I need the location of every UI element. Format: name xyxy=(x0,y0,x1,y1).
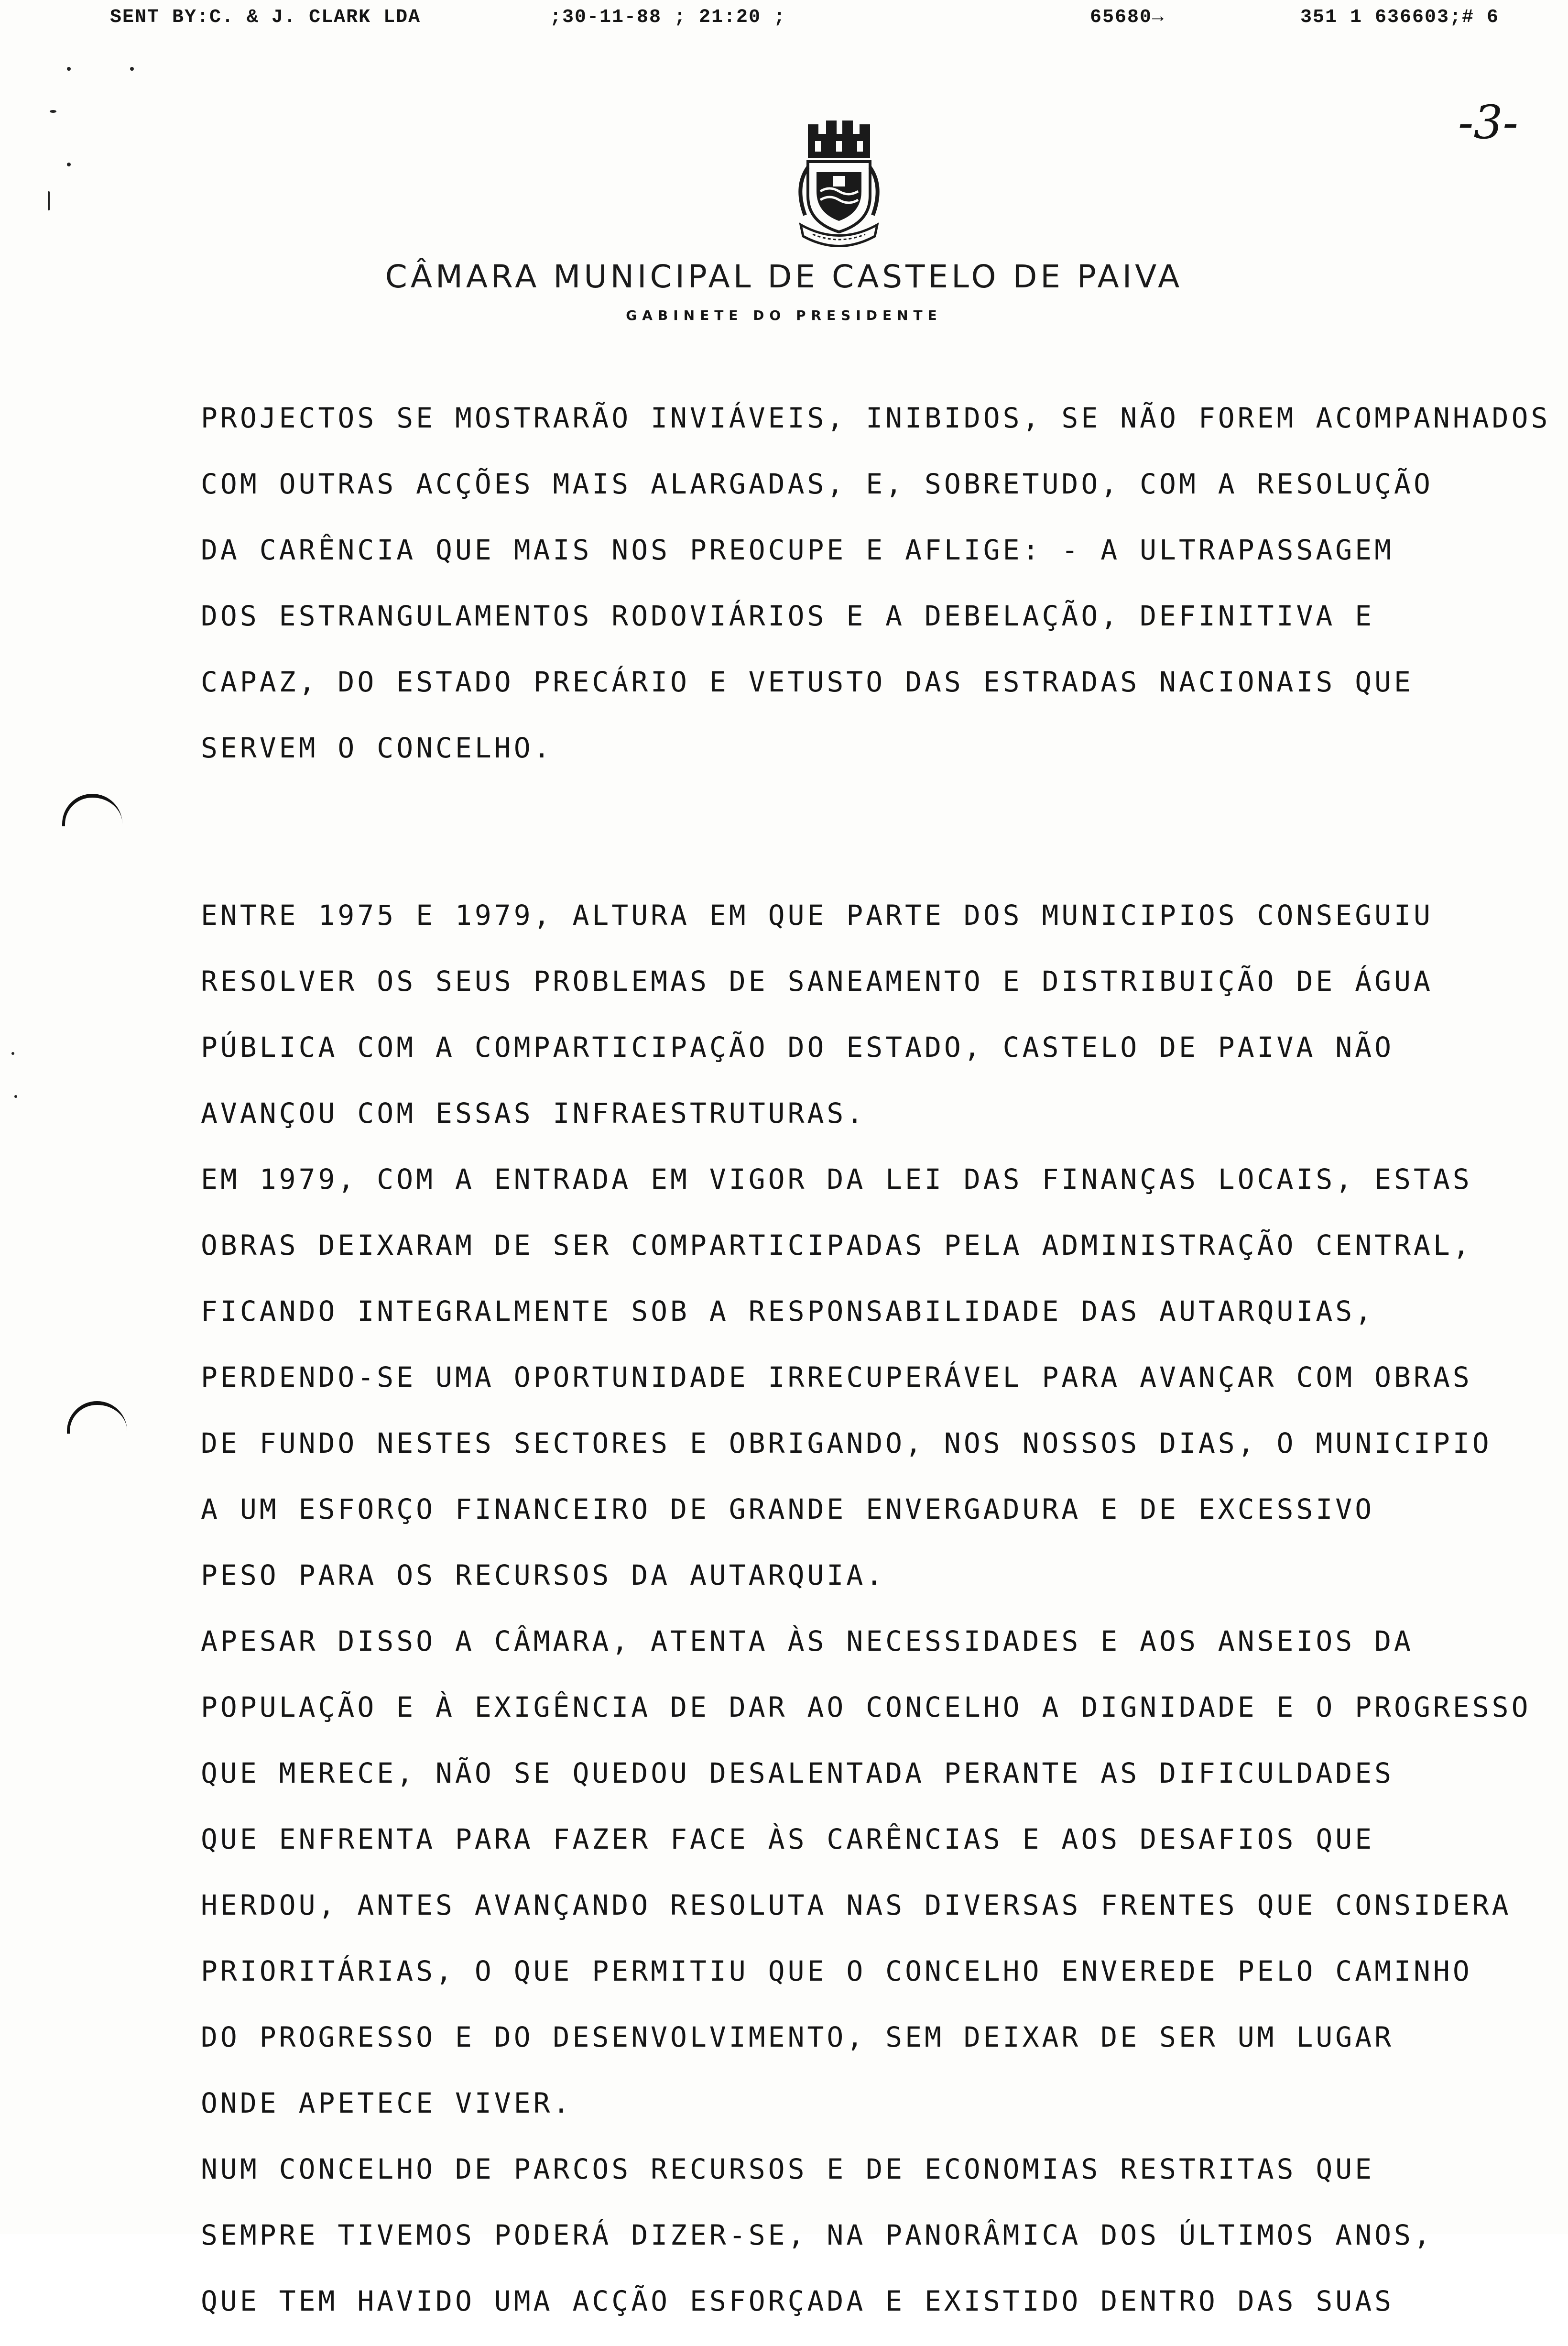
text-line: NUM CONCELHO DE PARCOS RECURSOS E DE ECONOMIAS RESTRITAS QUE xyxy=(201,2153,1375,2185)
institution-name: CÂMARA MUNICIPAL DE CASTELO DE PAIVA xyxy=(385,258,1183,295)
text-line: A UM ESFORÇO FINANCEIRO DE GRANDE ENVERGADURA E DE EXCESSIVO xyxy=(201,1493,1375,1525)
text-line: DOS ESTRANGULAMENTOS RODOVIÁRIOS E A DEBELAÇÃO, DEFINITIVA E xyxy=(201,600,1375,632)
text-line: APESAR DISSO A CÂMARA, ATENTA ÀS NECESSIDADES E AOS ANSEIOS DA xyxy=(201,1625,1414,1657)
text-line: EM 1979, COM A ENTRADA EM VIGOR DA LEI DAS FINANÇAS LOCAIS, ESTAS xyxy=(201,1163,1472,1195)
text-line: PRIORITÁRIAS, O QUE PERMITIU QUE O CONCELHO ENVEREDE PELO CAMINHO xyxy=(201,1955,1472,1987)
text-line: ENTRE 1975 E 1979, ALTURA EM QUE PARTE DOS MUNICIPIOS CONSEGUIU xyxy=(201,899,1433,932)
scan-speck xyxy=(14,1095,17,1098)
municipal-crest-icon xyxy=(789,120,889,244)
fax-destination: 351 1 636603;# 6 xyxy=(1300,7,1500,28)
text-line: PROJECTOS SE MOSTRARÃO INVIÁVEIS, INIBIDOS, SE NÃO FOREM ACOMPANHADOS xyxy=(201,402,1551,434)
text-line: PÚBLICA COM A COMPARTICIPAÇÃO DO ESTADO, CASTELO DE PAIVA NÃO xyxy=(201,1031,1394,1063)
text-line: SEMPRE TIVEMOS PODERÁ DIZER-SE, NA PANORÂMICA DOS ÚLTIMOS ANOS, xyxy=(201,2219,1433,2251)
scan-speck xyxy=(67,163,71,166)
binder-punch-mark xyxy=(62,794,122,826)
text-line: OBRAS DEIXARAM DE SER COMPARTICIPADAS PELA ADMINISTRAÇÃO CENTRAL, xyxy=(201,1229,1472,1261)
text-line: AVANÇOU COM ESSAS INFRAESTRUTURAS. xyxy=(201,1097,866,1129)
text-line: PERDENDO-SE UMA OPORTUNIDADE IRRECUPERÁVEL PARA AVANÇAR COM OBRAS xyxy=(201,1361,1472,1393)
binder-punch-mark xyxy=(67,1401,127,1434)
paragraph-gap xyxy=(201,793,1568,894)
text-line: HERDOU, ANTES AVANÇANDO RESOLUTA NAS DIVERSAS FRENTES QUE CONSIDERA xyxy=(201,1889,1512,1921)
text-line: FICANDO INTEGRALMENTE SOB A RESPONSABILIDADE DAS AUTARQUIAS, xyxy=(201,1295,1375,1327)
scan-speck xyxy=(48,191,50,210)
scan-speck xyxy=(67,67,71,71)
fax-sender: SENT BY:C. & J. CLARK LDA xyxy=(110,7,421,28)
fax-transmission-header xyxy=(0,7,1568,35)
scan-speck xyxy=(11,1052,14,1055)
text-line: ONDE APETECE VIVER. xyxy=(201,2087,573,2119)
text-line: SERVEM O CONCELHO. xyxy=(201,732,553,764)
fax-number: 65680→ xyxy=(1090,7,1165,28)
text-line: QUE TEM HAVIDO UMA ACÇÃO ESFORÇADA E EXISTIDO DENTRO DAS SUAS xyxy=(201,2285,1394,2317)
fax-datetime: ;30-11-88 ; 21:20 ; xyxy=(550,7,786,28)
text-line: QUE ENFRENTA PARA FAZER FACE ÀS CARÊNCIAS E AOS DESAFIOS QUE xyxy=(201,1823,1375,1855)
paragraph xyxy=(201,397,1568,793)
text-line: CAPAZ, DO ESTADO PRECÁRIO E VETUSTO DAS ESTRADAS NACIONAIS QUE xyxy=(201,666,1414,698)
scan-speck xyxy=(130,67,134,71)
letter-body xyxy=(201,397,1568,2346)
text-line: DA CARÊNCIA QUE MAIS NOS PREOCUPE E AFLIGE: - A ULTRAPASSAGEM xyxy=(201,534,1394,566)
office-name: GABINETE DO PRESIDENTE xyxy=(626,307,942,323)
text-line: PESO PARA OS RECURSOS DA AUTARQUIA. xyxy=(201,1559,886,1591)
text-line: QUE MERECE, NÃO SE QUEDOU DESALENTADA PERANTE AS DIFICULDADES xyxy=(201,1757,1394,1789)
text-line: COM OUTRAS ACÇÕES MAIS ALARGADAS, E, SOBRETUDO, COM A RESOLUÇÃO xyxy=(201,468,1433,500)
text-line: RESOLVER OS SEUS PROBLEMAS DE SANEAMENTO E DISTRIBUIÇÃO DE ÁGUA xyxy=(201,965,1433,998)
text-line: DO PROGRESSO E DO DESENVOLVIMENTO, SEM DEIXAR DE SER UM LUGAR xyxy=(201,2021,1394,2053)
paragraph xyxy=(201,894,1568,2346)
text-line: DE FUNDO NESTES SECTORES E OBRIGANDO, NOS NOSSOS DIAS, O MUNICIPIO xyxy=(201,1427,1492,1459)
letterhead xyxy=(0,258,1568,323)
page-number: -3- xyxy=(1458,96,1518,149)
scan-speck xyxy=(50,110,56,113)
text-line: POPULAÇÃO E À EXIGÊNCIA DE DAR AO CONCELHO A DIGNIDADE E O PROGRESSO xyxy=(201,1691,1531,1723)
